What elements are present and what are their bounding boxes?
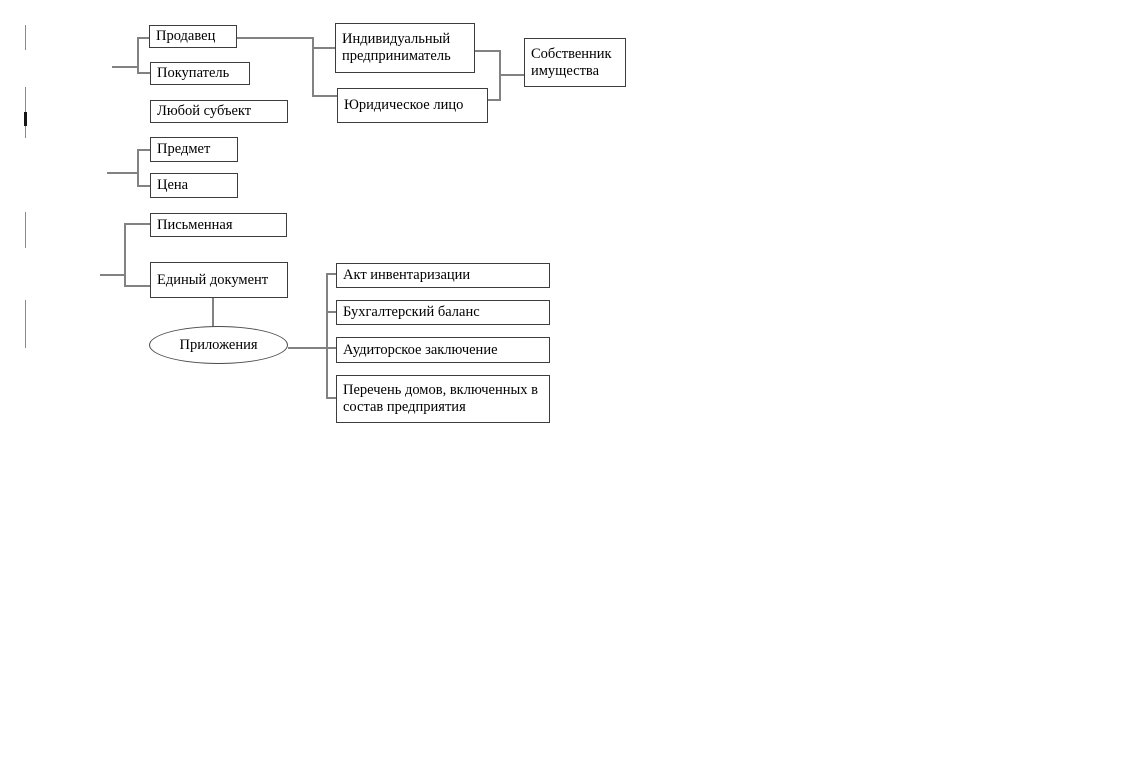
box-subject — [150, 137, 238, 162]
margin-mark — [25, 25, 26, 50]
connector-line — [237, 37, 314, 39]
ellipse-attachments — [149, 326, 288, 364]
connector-line — [137, 37, 139, 74]
box-balance-sheet — [336, 300, 550, 325]
connector-line — [100, 274, 125, 276]
box-any-subject-label: Любой субъект — [157, 103, 252, 119]
connector-line — [137, 149, 139, 187]
connector-line — [212, 298, 214, 327]
box-buyer — [150, 62, 250, 85]
margin-mark — [25, 300, 26, 348]
connector-line — [124, 223, 126, 287]
box-audit-report-label: Аудиторское заключение — [343, 341, 498, 358]
box-balance-sheet-label: Бухгалтерский баланс — [343, 304, 480, 320]
box-property-owner-label: Собственник имущества — [531, 45, 612, 79]
connector-line — [124, 223, 150, 225]
box-written — [150, 213, 287, 237]
box-price — [150, 173, 238, 198]
connector-line — [312, 95, 337, 97]
connector-line — [499, 74, 524, 76]
connector-line — [288, 347, 336, 349]
connector-line — [107, 172, 138, 174]
box-price-label: Цена — [157, 177, 189, 193]
box-individual-entrepreneur-label: Индивидуальный предприниматель — [342, 31, 451, 64]
box-property-owner — [524, 38, 626, 87]
box-legal-entity — [337, 88, 488, 123]
connector-line — [137, 37, 149, 39]
box-single-document-label: Единый документ — [157, 271, 269, 288]
connector-line — [312, 37, 314, 97]
box-any-subject — [150, 100, 288, 123]
margin-mark — [25, 212, 26, 248]
box-house-list-label: Перечень домов, включенных в состав предприятия — [343, 382, 538, 415]
connector-line — [475, 50, 501, 52]
box-written-label: Письменная — [157, 216, 233, 233]
connector-line — [124, 285, 150, 287]
connector-line — [137, 149, 150, 151]
box-legal-entity-label: Юридическое лицо — [344, 97, 464, 113]
ellipse-attachments-label: Приложения — [179, 336, 258, 353]
box-individual-entrepreneur — [335, 23, 475, 73]
connector-line — [326, 273, 328, 399]
box-inventory-act — [336, 263, 550, 288]
connector-line — [137, 72, 150, 74]
box-audit-report — [336, 337, 550, 363]
box-house-list — [336, 375, 550, 423]
box-subject-label: Предмет — [157, 141, 211, 157]
box-inventory-act-label: Акт инвентаризации — [343, 267, 471, 283]
box-single-document — [150, 262, 288, 298]
connector-line — [488, 99, 501, 101]
box-seller — [149, 25, 237, 48]
box-seller-label: Продавец — [156, 28, 216, 44]
box-buyer-label: Покупатель — [157, 65, 230, 81]
margin-mark — [24, 112, 27, 126]
connector-line — [312, 47, 335, 49]
connector-line — [112, 66, 138, 68]
connector-line — [137, 185, 150, 187]
